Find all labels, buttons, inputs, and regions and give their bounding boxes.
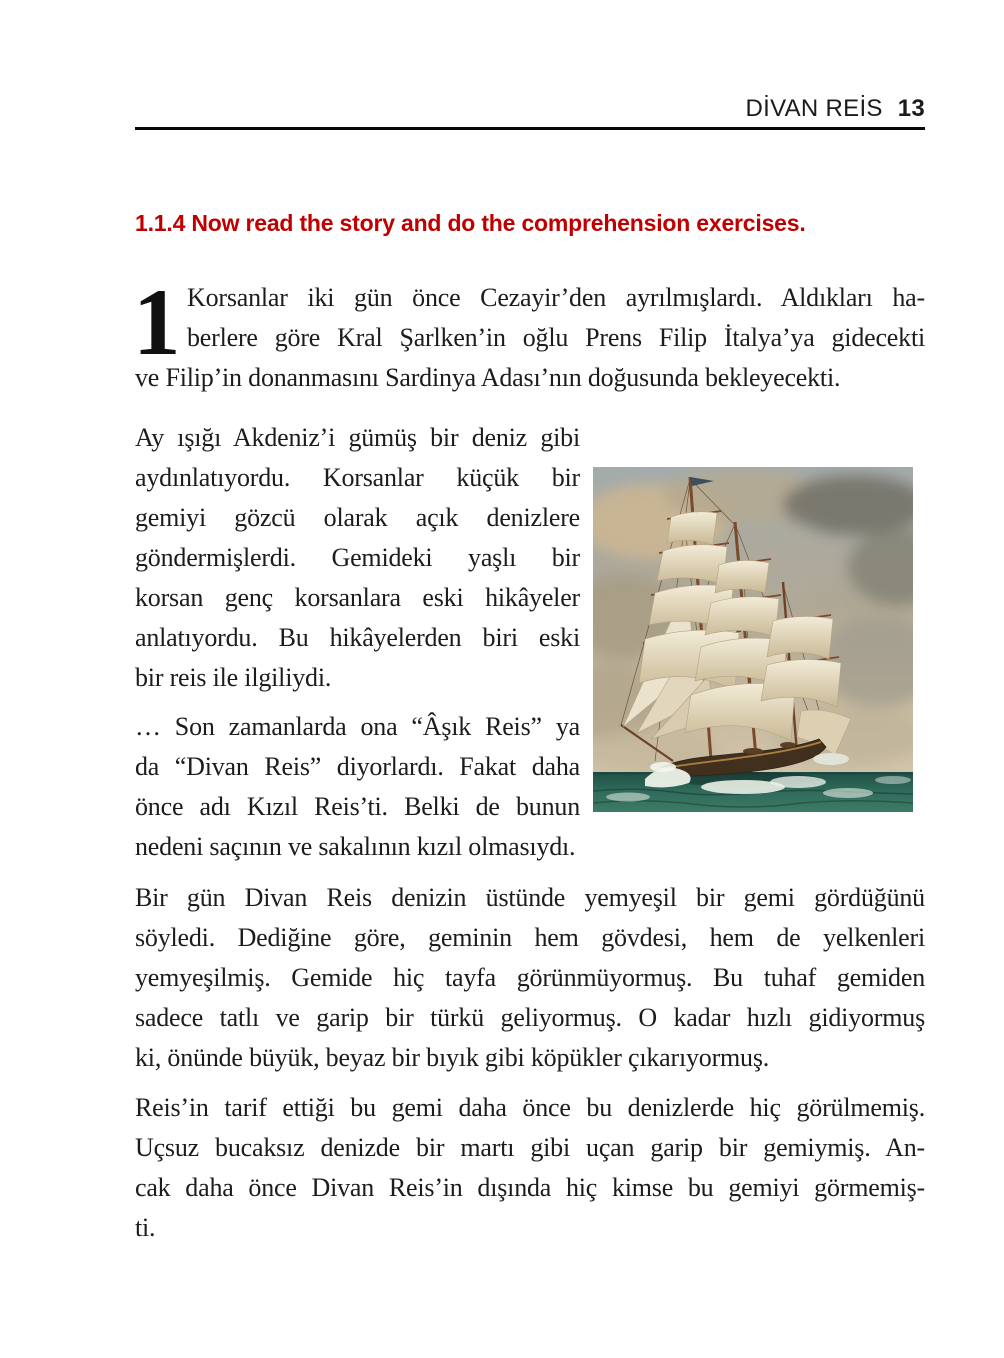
story-line: … Son zamanlarda ona “Âşık Reis” ya [135, 712, 580, 741]
story-line: cak daha önce Divan Reis’in dışında hiç kimse bu gemiyi görmemiş- [135, 1173, 925, 1202]
story-line: göndermişlerdi. Gemideki yaşlı bir [135, 543, 580, 572]
story-line: korsan genç korsanlara eski hikâyeler [135, 583, 580, 612]
sailing-ship-painting [593, 467, 913, 812]
story-line: gemiyi gözcü olarak açık denizlere [135, 503, 580, 532]
story-line: aydınlatıyordu. Korsanlar küçük bir [135, 463, 580, 492]
story-paragraph-4 [135, 878, 925, 1078]
story-paragraph-1 [135, 278, 925, 398]
story-line: Korsanlar iki gün önce Cezayir’den ayrılmışlardı. Aldıkları ha- [187, 283, 925, 312]
drop-cap: 1 [133, 269, 181, 375]
story-line: söyledi. Dediğine göre, geminin hem gövdesi, hem de yelkenleri [135, 923, 925, 952]
section-heading: 1.1.4 Now read the story and do the comprehension exercises. [135, 210, 806, 236]
story-line: ki, önünde büyük, beyaz bir bıyık gibi köpükler çıkarıyormuş. [135, 1043, 770, 1072]
story-line: Uçsuz bucaksız denizde bir martı gibi uçan garip bir gemiymiş. An- [135, 1133, 925, 1162]
story-line: nedeni saçının ve sakalının kızıl olmasıydı. [135, 832, 576, 861]
story-line: önce adı Kızıl Reis’ti. Belki de bunun [135, 792, 580, 821]
story-line: yemyeşilmiş. Gemide hiç tayfa görünmüyormuş. Bu tuhaf gemiden [135, 963, 925, 992]
story-line: da “Divan Reis” diyorlardı. Fakat daha [135, 752, 580, 781]
story-line: bir reis ile ilgiliydi. [135, 663, 332, 692]
story-line: ve Filip’in donanmasını Sardinya Adası’nın doğusunda bekleyecekti. [135, 363, 841, 392]
running-header [135, 94, 925, 124]
header-rule [135, 127, 925, 130]
story-line: sadece tatlı ve garip bir türkü geliyormuş. O kadar hızlı gidiyormuş [135, 1003, 925, 1032]
story-line: Bir gün Divan Reis denizin üstünde yemyeşil bir gemi gördüğünü [135, 883, 925, 912]
story-line: Ay ışığı Akdeniz’i gümüş bir deniz gibi [135, 423, 580, 452]
story-line: ti. [135, 1213, 156, 1242]
book-title: DİVAN REİS [745, 95, 883, 122]
story-line: Reis’in tarif ettiği bu gemi daha önce bu denizlerde hiç görülmemiş. [135, 1093, 925, 1122]
page-number: 13 [897, 95, 925, 122]
story-paragraph-5 [135, 1088, 925, 1248]
story-line: anlatıyordu. Bu hikâyelerden biri eski [135, 623, 580, 652]
story-line: berlere göre Kral Şarlken’in oğlu Prens Filip İtalya’ya gidecekti [187, 323, 925, 352]
